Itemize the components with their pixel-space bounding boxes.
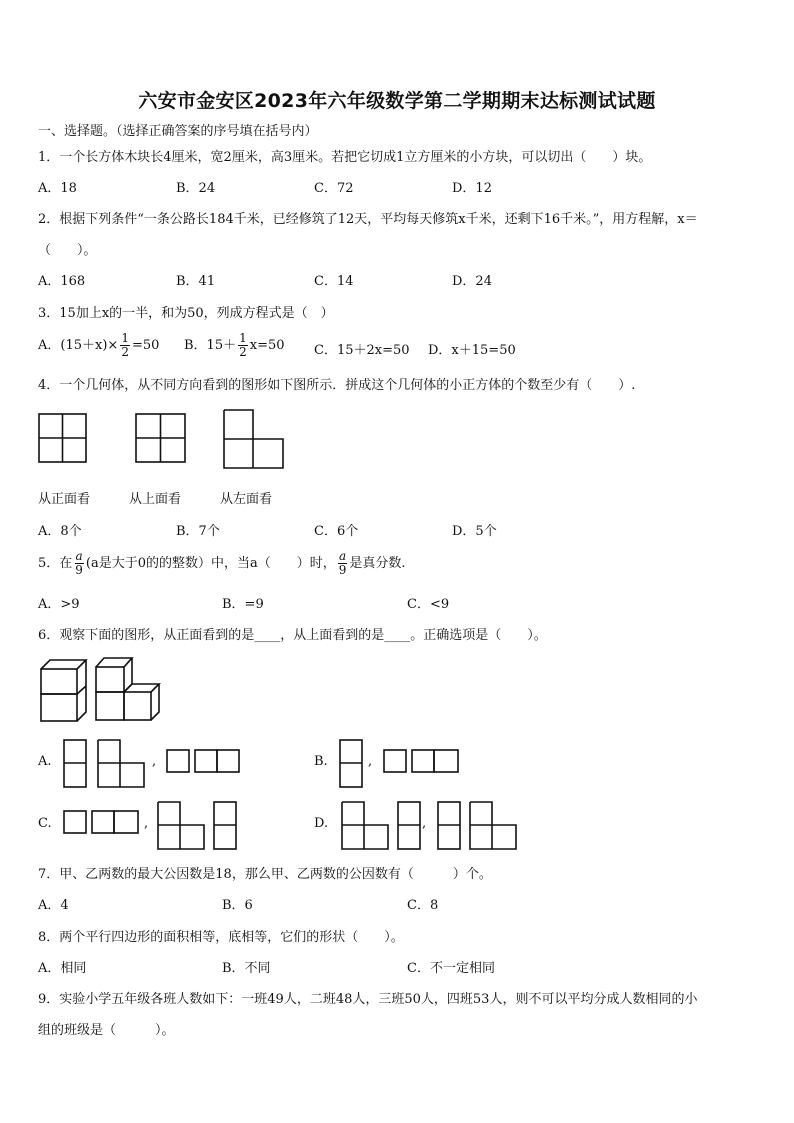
fraction-numerator: 1 [121, 331, 129, 345]
option-b: B．=9 [222, 597, 264, 612]
question-5-options [38, 593, 758, 613]
page-title: 六安市金安区2023年六年级数学第二学期期末达标测试试题 [138, 90, 656, 112]
question-1-text: 1．一个长方体木块长4厘米，宽2厘米，高3厘米。若把它切成1立方厘米的小方块，可以切出（ ）块。 [38, 150, 652, 165]
option-a-suffix: =50 [131, 338, 160, 353]
q6-option-d-label: D. [314, 816, 329, 831]
option-b: B．41 [176, 274, 216, 289]
question-1-options [38, 177, 758, 197]
top-view-figure [135, 412, 187, 464]
q6-option-d-front-view [340, 800, 430, 852]
q6-option-c-label: C. [38, 816, 52, 831]
question-9-text-cont: 组的班级是（ ）。 [38, 1023, 175, 1038]
caption-left: 从左面看 [220, 492, 273, 507]
question-2-text: 2．根据下列条件“一条公路长184千米，已经修筑了12天，平均每天修筑x千米，还剩下16千米。”，用方程解，x＝ [38, 212, 698, 227]
question-2-options [38, 270, 758, 290]
option-a: A．168 [38, 274, 86, 289]
option-a: A．相同 [38, 961, 87, 976]
fraction-denominator: 2 [121, 345, 129, 359]
cube-stack-figure [38, 655, 168, 725]
fraction-denominator: 2 [239, 345, 247, 359]
q6-option-c-top-view [62, 808, 142, 836]
q6-option-a-front-view [62, 738, 150, 790]
option-d: D．5个 [452, 524, 497, 539]
q6-option-b-top-view [382, 747, 462, 775]
question-9-text: 9．实验小学五年级各班人数如下：一班49人，二班48人，三班50人，四班53人，则不可以平均分成人数相同的小 [38, 992, 698, 1007]
option-b [184, 332, 285, 359]
option-a: A．8个 [38, 524, 82, 539]
option-a-prefix: A．(15＋x)× [38, 338, 119, 353]
caption-front: 从正面看 [38, 492, 91, 507]
question-8-text: 8．两个平行四边形的面积相等，底相等，它们的形状（ ）。 [38, 930, 404, 945]
option-c: C．8 [407, 898, 439, 913]
option-c: C．不一定相同 [407, 961, 495, 976]
fraction-denominator: 9 [75, 563, 83, 577]
q6-option-b-sep: , [368, 754, 373, 769]
front-view-figure [38, 412, 88, 464]
q6-option-a-top-view [165, 747, 243, 775]
option-b-prefix: B．15＋ [184, 338, 237, 353]
question-5-middle: (a是大于0的的整数）中，当a（ ）时， [85, 556, 336, 571]
option-a: A．4 [38, 898, 69, 913]
option-b: B．6 [222, 898, 253, 913]
caption-top: 从上面看 [129, 492, 182, 507]
option-b: B．不同 [222, 961, 271, 976]
option-b: B．24 [176, 181, 216, 196]
fraction-numerator: a [75, 549, 83, 563]
fraction-denominator: 9 [338, 563, 347, 577]
option-d: D．x＋15=50 [428, 343, 516, 358]
question-5-suffix: 是真分数. [349, 556, 406, 571]
q6-option-c-front-view [156, 800, 244, 852]
question-7-options [38, 894, 758, 914]
question-5-text [38, 550, 406, 577]
question-6-text: 6．观察下面的图形，从正面看到的是____，从上面看到的是____。正确选项是（ ）。 [38, 628, 547, 643]
fraction-a-over-9 [338, 550, 348, 577]
fraction-numerator: a [339, 549, 347, 563]
question-5-prefix: 5．在 [38, 556, 73, 571]
section-heading: 一、选择题。（选择正确答案的序号填在括号内） [38, 124, 318, 139]
option-c: C．15＋2x=50 [314, 343, 410, 358]
option-c: C．14 [314, 274, 354, 289]
question-8-options [38, 957, 758, 977]
option-a: A．18 [38, 181, 77, 196]
question-7-text: 7．甲、乙两数的最大公因数是18，那么甲、乙两数的公因数有（ ）个。 [38, 867, 492, 882]
q6-option-b-front-view [338, 738, 366, 790]
option-d: D．12 [452, 181, 492, 196]
question-3-text: 3．15加上x的一半，和为50，列成方程式是（ ） [38, 306, 334, 321]
option-c: C．72 [314, 181, 354, 196]
question-4-options [38, 520, 758, 540]
option-a [38, 332, 159, 359]
option-c: C．6个 [314, 524, 359, 539]
option-b-suffix: x=50 [249, 338, 285, 353]
fraction-half [238, 332, 248, 359]
question-3-options [38, 332, 758, 360]
q6-option-d-sep: , [422, 816, 427, 831]
q6-option-b-label: B. [314, 754, 328, 769]
option-b: B．7个 [176, 524, 220, 539]
question-2-text-cont: （ ）。 [38, 243, 97, 258]
option-a: A．>9 [38, 597, 80, 612]
q6-option-d-left-view [436, 800, 522, 852]
left-view-figure [223, 408, 285, 470]
q6-option-c-sep: , [144, 816, 149, 831]
option-c: C．<9 [407, 597, 450, 612]
q6-option-a-label: A. [38, 754, 52, 769]
fraction-a-over-9 [74, 550, 84, 577]
q6-option-a-sep: , [152, 754, 157, 769]
fraction-half [120, 332, 130, 359]
fraction-numerator: 1 [239, 331, 247, 345]
option-d: D．24 [452, 274, 492, 289]
question-4-text: 4．一个几何体，从不同方向看到的图形如下图所示．拼成这个几何体的小正方体的个数至少有（ ）. [38, 378, 636, 393]
